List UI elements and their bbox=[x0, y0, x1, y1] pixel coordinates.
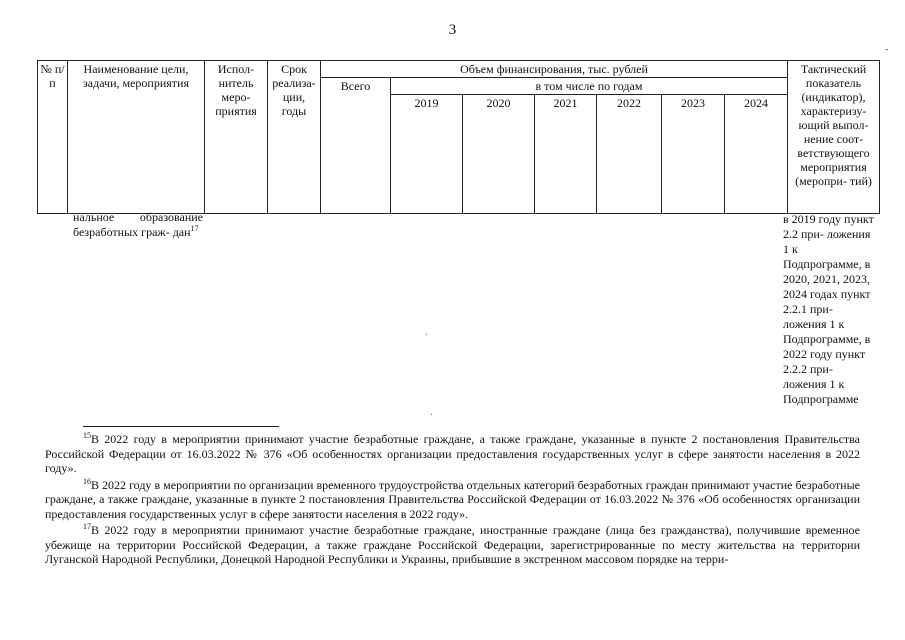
page-number: 3 bbox=[448, 22, 457, 38]
footnote-number: 17 bbox=[83, 522, 91, 531]
footnote-number: 16 bbox=[83, 476, 91, 486]
footnote-15 bbox=[45, 432, 860, 476]
header-year-2023: 2023 bbox=[662, 95, 725, 214]
header-funding: Объем финансирования, тыс. рублей bbox=[321, 61, 788, 78]
header-number: № п/п bbox=[38, 61, 68, 214]
scan-mark: - bbox=[885, 44, 889, 55]
footnotes bbox=[45, 432, 860, 569]
header-year-2021: 2021 bbox=[535, 95, 597, 214]
financing-table bbox=[37, 60, 880, 214]
continued-activity-name bbox=[73, 210, 203, 240]
footnote-text: В 2022 году в мероприятии по организации временного трудоустройства отдельных категорий безработных граждан принимают участие безработные граждане, а также граждане, указанные в пункте 2 постановления Правительства Российской Федерации от 16.03.2022 № 376 «Об особенностях организации предоставления государственных услуг в сфере занятости населения в 2022 году». bbox=[45, 477, 860, 521]
header-year-2019: 2019 bbox=[391, 95, 463, 214]
header-executor: Испол- нитель меро- приятия bbox=[205, 61, 268, 214]
header-by-year: в том числе по годам bbox=[391, 78, 788, 95]
footnote-ref-17[interactable]: 17 bbox=[190, 224, 199, 233]
footnote-separator bbox=[83, 426, 279, 427]
header-indicator: Тактический показатель (индикатор), характеризу- ющий выпол- нение соот- ветствующего мероприятия (меропри- тий) bbox=[788, 61, 880, 214]
scan-mark: · bbox=[425, 330, 429, 341]
footnote-16 bbox=[45, 478, 860, 522]
continued-indicator: в 2019 году пункт 2.2 при- ложения 1 к Подпрограмме, в 2020, 2021, 2023, 2024 годах пункт 2.2.1 при- ложения 1 к Подпрограмме, в 2022 году пункт 2.2.2 при- ложения 1 к Подпрограмме bbox=[783, 212, 874, 406]
scan-mark: · bbox=[430, 410, 434, 421]
footnote-17 bbox=[45, 523, 860, 567]
header-term: Срок реализа- ции, годы bbox=[268, 61, 321, 214]
header-total: Всего bbox=[321, 78, 391, 214]
footnote-number: 15 bbox=[83, 431, 91, 440]
continued-activity-text: нальное образование безработных граж- дан bbox=[73, 210, 203, 239]
header-year-2020: 2020 bbox=[463, 95, 535, 214]
header-year-2024: 2024 bbox=[725, 95, 788, 214]
footnote-text: В 2022 году в мероприятии принимают участие безработные граждане, а также граждане, указанные в пункте 2 постановления Правительства Российской Федерации от 16.03.2022 № 376 «Об особенностях организации предоставления государственных услуг в сфере занятости населения в 2022 году». bbox=[45, 432, 860, 475]
header-name: Наименование цели, задачи, мероприятия bbox=[68, 61, 205, 214]
header-year-2022: 2022 bbox=[597, 95, 662, 214]
footnote-text: В 2022 году в мероприятии принимают участие безработные граждане, иностранные граждане (лица без гражданства), получившие временное убежище на территории Российской Федерации, а также граждане Российской Федерации, зарегистрированные по месту жительства на территории Луганской Народной Республики, Донецкой Народной Республики и Украины, прибывшие в экстренном массовом порядке на терри- bbox=[45, 523, 860, 566]
